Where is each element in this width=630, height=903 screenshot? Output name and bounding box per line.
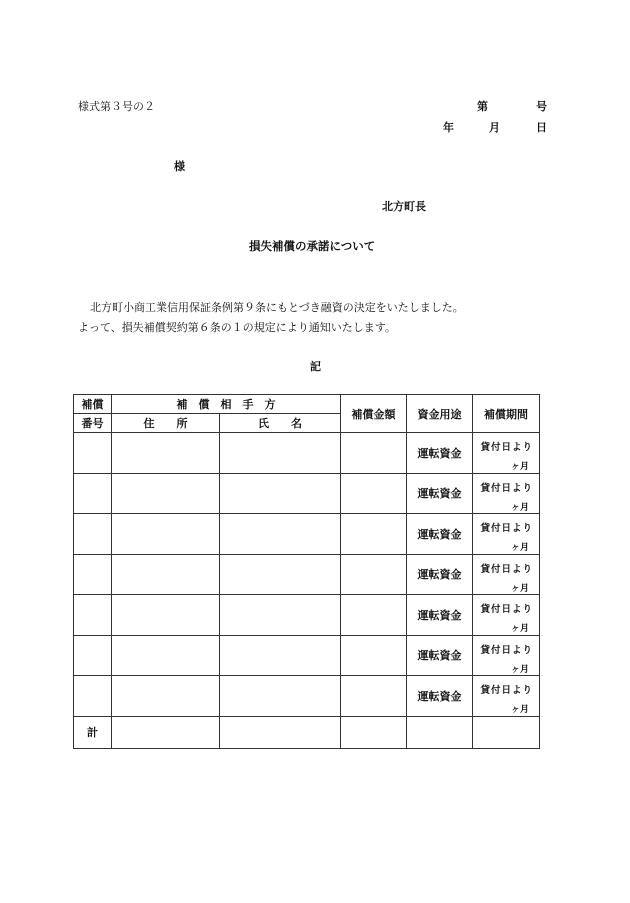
cell-period[interactable] [473,473,540,514]
table-row [74,554,540,595]
table-row [74,473,540,514]
cell-name[interactable] [220,554,341,595]
cell-no[interactable] [74,473,112,514]
form-number: 様式第３号の２ [78,100,155,113]
cell-name[interactable] [220,635,341,676]
header-amount: 補償金額 [341,395,407,433]
cell-fund-use: 運転資金 [407,676,473,717]
period-from-label: 貸付日より [480,685,533,697]
period-months-label: ヶ月 [510,664,529,675]
cell-fund-use: 運転資金 [407,554,473,595]
header-row-1 [74,395,540,414]
cell-fund-use: 運転資金 [407,473,473,514]
date-day-label: 日 [536,121,547,134]
cell-amount[interactable] [341,514,407,555]
total-name[interactable] [220,716,341,748]
table-row [74,635,540,676]
cell-period[interactable] [473,595,540,636]
cell-period[interactable] [473,676,540,717]
period-from-label: 貸付日より [480,523,533,535]
cell-name[interactable] [220,433,341,474]
total-row [74,716,540,748]
period-months-label: ヶ月 [510,624,529,635]
cell-name[interactable] [220,595,341,636]
cell-amount[interactable] [341,554,407,595]
cell-name[interactable] [220,676,341,717]
cell-address[interactable] [112,676,220,717]
cell-no[interactable] [74,595,112,636]
period-months-label: ヶ月 [510,543,529,554]
cell-amount[interactable] [341,433,407,474]
compensation-table [73,394,540,749]
table-row [74,595,540,636]
cell-name[interactable] [220,473,341,514]
table-row [74,676,540,717]
number-prefix: 第 [477,100,488,113]
cell-no[interactable] [74,676,112,717]
ki-label: 記 [310,360,321,373]
period-from-label: 貸付日より [480,442,533,454]
date-year-label: 年 [443,121,454,134]
cell-no[interactable] [74,514,112,555]
cell-period[interactable] [473,433,540,474]
header-name: 氏 名 [220,414,341,433]
cell-fund-use: 運転資金 [407,635,473,676]
table-row [74,514,540,555]
cell-amount[interactable] [341,595,407,636]
table-row [74,433,540,474]
number-suffix: 号 [536,100,547,113]
period-from-label: 貸付日より [480,604,533,616]
cell-name[interactable] [220,514,341,555]
cell-no[interactable] [74,433,112,474]
cell-address[interactable] [112,473,220,514]
cell-amount[interactable] [341,676,407,717]
total-label: 計 [74,716,112,748]
header-period: 補償期間 [473,395,540,433]
total-fund-use[interactable] [407,716,473,748]
period-months-label: ヶ月 [510,705,529,716]
period-months-label: ヶ月 [510,462,529,473]
period-from-label: 貸付日より [480,563,533,575]
period-months-label: ヶ月 [510,583,529,594]
cell-address[interactable] [112,554,220,595]
cell-period[interactable] [473,514,540,555]
total-period[interactable] [473,716,540,748]
total-amount[interactable] [341,716,407,748]
body-line-2: よって、損失補償契約第６条の１の規定により通知いたします。 [78,321,396,334]
cell-amount[interactable] [341,635,407,676]
cell-no[interactable] [74,635,112,676]
cell-amount[interactable] [341,473,407,514]
header-address: 住 所 [112,414,220,433]
cell-address[interactable] [112,514,220,555]
issuer: 北方町長 [382,200,426,213]
cell-fund-use: 運転資金 [407,595,473,636]
header-compensation-no-top: 補償 [74,395,112,414]
cell-period[interactable] [473,635,540,676]
total-address[interactable] [112,716,220,748]
period-from-label: 貸付日より [480,644,533,656]
cell-address[interactable] [112,595,220,636]
cell-period[interactable] [473,554,540,595]
header-fund-use: 資金用途 [407,395,473,433]
date-month-label: 月 [489,121,500,134]
period-months-label: ヶ月 [510,502,529,513]
document-title: 損失補償の承諾について [249,239,376,253]
cell-address[interactable] [112,635,220,676]
period-from-label: 貸付日より [480,482,533,494]
header-counterparty: 補 償 相 手 方 [112,395,341,414]
header-compensation-no-bottom: 番号 [74,414,112,433]
cell-fund-use: 運転資金 [407,433,473,474]
cell-fund-use: 運転資金 [407,514,473,555]
addressee-suffix: 様 [174,160,185,173]
cell-no[interactable] [74,554,112,595]
cell-address[interactable] [112,433,220,474]
body-line-1: 北方町小商工業信用保証条例第９条にもとづき融資の決定をいたしました。 [90,301,464,314]
